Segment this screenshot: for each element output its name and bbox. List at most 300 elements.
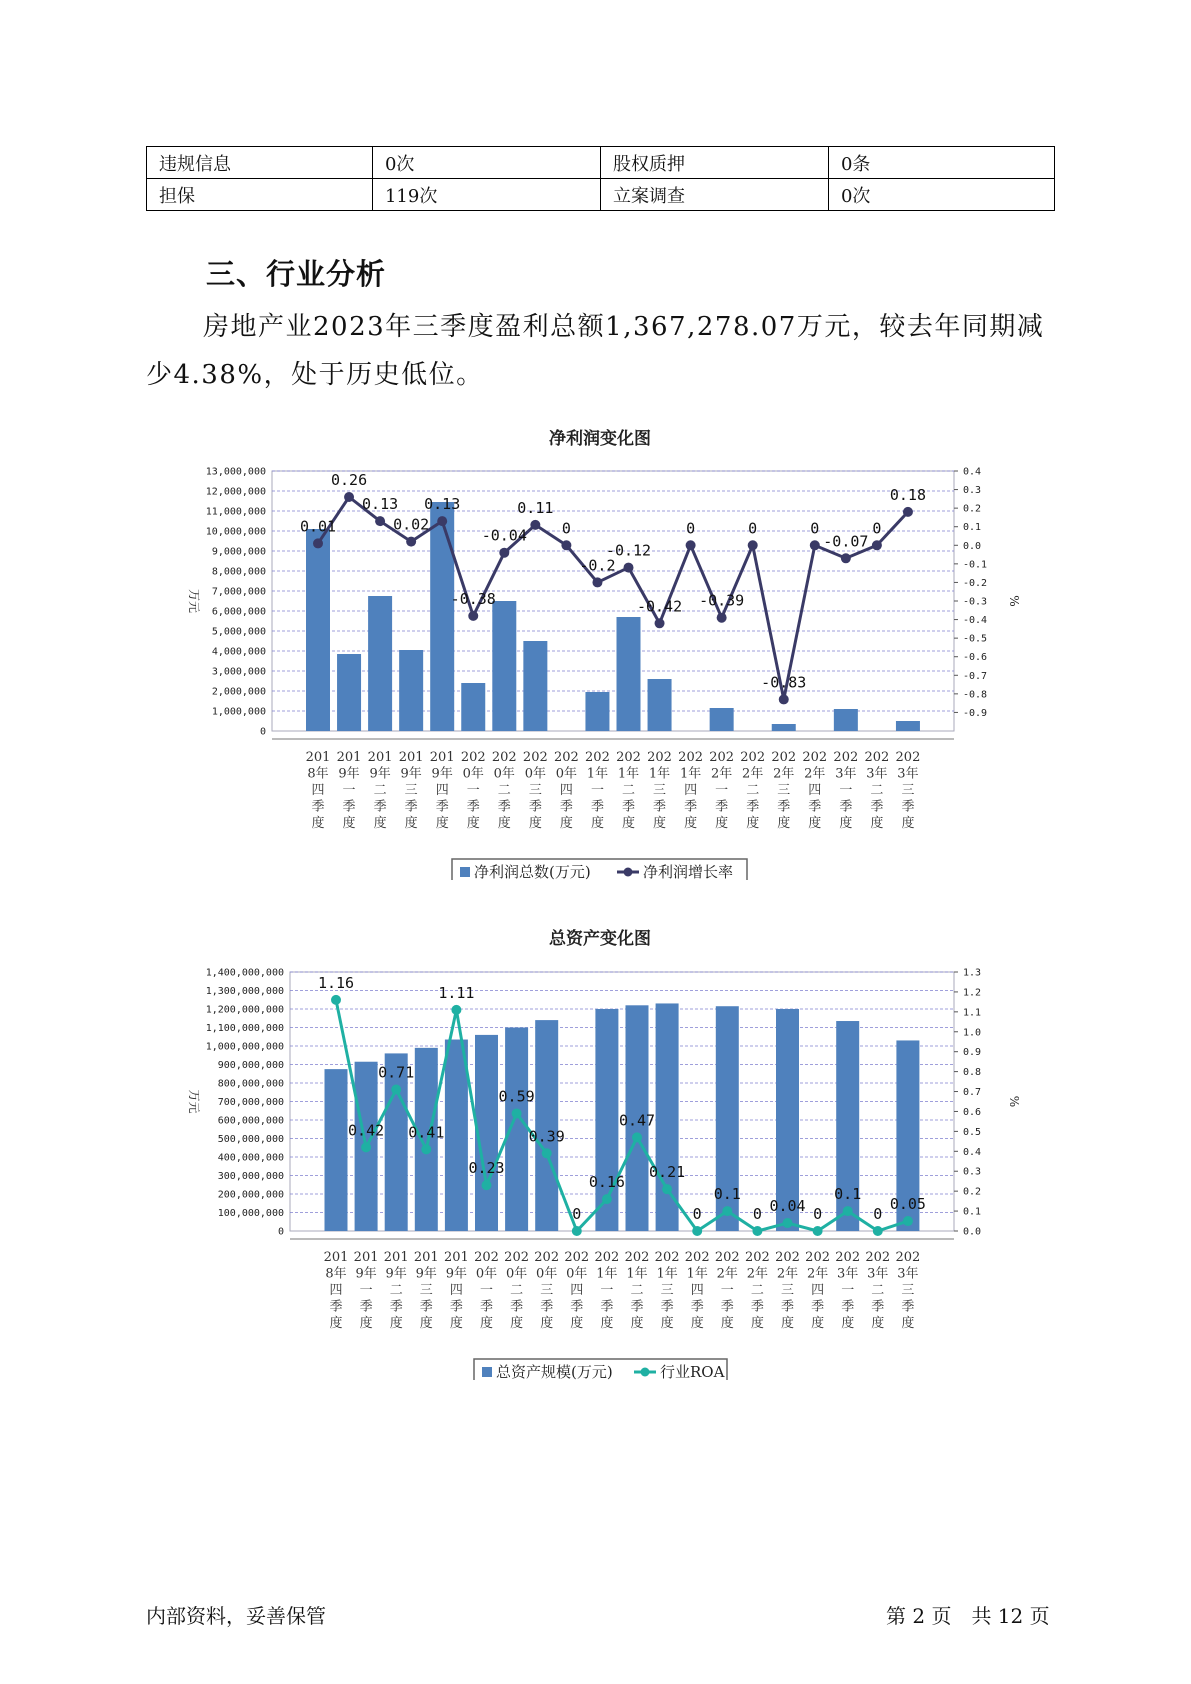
y-tick-label: 9,000,000 bbox=[211, 546, 266, 558]
x-tick-label: 9年 bbox=[355, 1266, 377, 1282]
y2-axis-label: % bbox=[1007, 1095, 1021, 1108]
data-label: 0.41 bbox=[408, 1123, 445, 1142]
line-point bbox=[841, 553, 851, 563]
y2-tick-label: 0.2 bbox=[963, 503, 982, 515]
line-point bbox=[602, 1194, 612, 1204]
x-tick-label: 3年 bbox=[897, 766, 919, 782]
x-tick-label: 一 bbox=[839, 783, 853, 798]
x-tick-label: 202 bbox=[802, 750, 828, 765]
footer-confidential: 内部资料，妥善保管 bbox=[146, 1604, 326, 1628]
x-tick-label: 9年 bbox=[385, 1266, 407, 1282]
data-label: 0.71 bbox=[378, 1063, 415, 1082]
line-point bbox=[512, 1108, 522, 1118]
line-point bbox=[406, 537, 416, 547]
legend-line-marker bbox=[641, 1368, 650, 1377]
x-tick-label: 四 bbox=[684, 783, 698, 798]
x-tick-label: 202 bbox=[624, 1250, 650, 1265]
x-tick-label: 四 bbox=[570, 1283, 584, 1298]
bar bbox=[648, 679, 672, 731]
data-label: 0 bbox=[810, 519, 820, 538]
x-tick-label: 季 bbox=[746, 799, 760, 815]
x-tick-label: 202 bbox=[564, 1250, 590, 1265]
line-point bbox=[686, 540, 696, 550]
line-point bbox=[451, 1005, 461, 1015]
x-tick-label: 1年 bbox=[596, 1266, 618, 1282]
x-tick-label: 202 bbox=[805, 1250, 831, 1265]
x-tick-label: 季 bbox=[839, 799, 853, 815]
x-tick-label: 201 bbox=[429, 750, 455, 765]
x-tick-label: 季 bbox=[510, 1299, 524, 1315]
y-tick-label: 200,000,000 bbox=[217, 1189, 284, 1201]
chart-title: 净利润变化图 bbox=[549, 429, 651, 449]
total-assets-chart bbox=[0, 920, 1191, 1380]
x-tick-label: 202 bbox=[865, 1250, 891, 1265]
y2-tick-label: -0.3 bbox=[963, 596, 988, 608]
data-label: 0 bbox=[872, 519, 882, 538]
bar bbox=[710, 708, 734, 731]
x-tick-label: 季 bbox=[329, 1299, 343, 1315]
x-tick-label: 202 bbox=[709, 750, 735, 765]
x-tick-label: 9年 bbox=[431, 766, 453, 782]
x-tick-label: 度 bbox=[653, 816, 667, 831]
x-tick-label: 季 bbox=[630, 1299, 644, 1315]
x-tick-label: 202 bbox=[504, 1250, 530, 1265]
bar bbox=[399, 650, 423, 731]
x-tick-label: 1年 bbox=[648, 766, 671, 782]
y2-tick-label: -0.5 bbox=[963, 633, 988, 645]
line-point bbox=[313, 538, 323, 548]
data-label: 0.18 bbox=[889, 485, 927, 504]
x-tick-label: 202 bbox=[522, 750, 548, 765]
x-tick-label: 季 bbox=[311, 799, 325, 815]
x-tick-label: 0年 bbox=[555, 766, 578, 782]
x-tick-label: 度 bbox=[590, 816, 604, 831]
x-tick-label: 季 bbox=[342, 799, 356, 815]
bar bbox=[523, 641, 547, 731]
y-tick-label: 7,000,000 bbox=[211, 586, 266, 598]
legend-line-label: 净利润增长率 bbox=[643, 863, 734, 880]
x-tick-label: 三 bbox=[901, 1283, 915, 1298]
line-point bbox=[752, 1226, 762, 1236]
data-label: 0.01 bbox=[299, 517, 337, 536]
y-tick-label: 1,300,000,000 bbox=[205, 986, 284, 997]
x-tick-label: 季 bbox=[419, 1299, 433, 1315]
x-tick-label: 0年 bbox=[524, 766, 546, 782]
x-tick-label: 2年 bbox=[716, 1266, 738, 1282]
x-tick-label: 1年 bbox=[586, 766, 609, 782]
x-tick-label: 201 bbox=[398, 750, 424, 765]
x-tick-label: 四 bbox=[435, 783, 449, 798]
legend-bar-swatch bbox=[482, 1367, 492, 1377]
x-tick-label: 1年 bbox=[686, 1266, 708, 1282]
x-tick-label: 度 bbox=[540, 1316, 554, 1331]
x-tick-label: 度 bbox=[811, 1316, 825, 1331]
x-tick-label: 季 bbox=[780, 1299, 795, 1315]
x-tick-label: 2年 bbox=[746, 1266, 769, 1282]
x-tick-label: 201 bbox=[367, 750, 393, 765]
bar bbox=[445, 1040, 468, 1231]
x-tick-label: 3年 bbox=[897, 1266, 919, 1282]
x-tick-label: 度 bbox=[600, 1316, 614, 1331]
line-point bbox=[872, 540, 882, 550]
x-tick-label: 202 bbox=[616, 750, 641, 765]
x-tick-label: 度 bbox=[359, 1316, 373, 1331]
y-tick-label: 6,000,000 bbox=[211, 606, 266, 618]
x-tick-label: 度 bbox=[780, 1316, 795, 1331]
bar bbox=[656, 1003, 679, 1231]
x-tick-label: 二 bbox=[497, 783, 511, 798]
y2-tick-label: 1.3 bbox=[963, 967, 982, 979]
data-label: 0.1 bbox=[834, 1185, 862, 1204]
x-tick-label: 一 bbox=[479, 1283, 494, 1298]
y2-tick-label: 0.5 bbox=[963, 1126, 982, 1138]
line-point bbox=[748, 540, 758, 550]
x-tick-label: 度 bbox=[690, 1316, 704, 1331]
x-tick-label: 2年 bbox=[773, 766, 795, 782]
y-tick-label: 11,000,000 bbox=[205, 506, 266, 518]
data-label: 0.13 bbox=[424, 495, 461, 514]
data-label: -0.38 bbox=[450, 589, 496, 608]
x-tick-label: 三 bbox=[540, 1283, 554, 1298]
x-tick-label: 1年 bbox=[656, 1266, 678, 1282]
x-tick-label: 202 bbox=[740, 750, 766, 765]
x-tick-label: 二 bbox=[870, 783, 884, 798]
x-tick-label: 季 bbox=[808, 799, 822, 815]
y-tick-label: 400,000,000 bbox=[217, 1152, 284, 1164]
x-tick-label: 度 bbox=[750, 1316, 764, 1331]
y2-tick-label: 1.1 bbox=[963, 1007, 982, 1019]
y2-tick-label: 1.2 bbox=[963, 987, 982, 999]
y-axis-label: 万元 bbox=[187, 588, 201, 614]
x-tick-label: 季 bbox=[466, 799, 480, 815]
x-tick-label: 202 bbox=[678, 750, 704, 765]
x-tick-label: 201 bbox=[336, 750, 362, 765]
x-tick-label: 度 bbox=[839, 816, 853, 831]
table-cell: 0次 bbox=[372, 147, 600, 179]
x-tick-label: 一 bbox=[359, 1283, 373, 1298]
bar bbox=[834, 709, 858, 731]
line-point bbox=[530, 520, 540, 530]
y2-tick-label: 1.0 bbox=[963, 1027, 982, 1039]
x-tick-label: 2年 bbox=[804, 766, 826, 782]
table-row bbox=[147, 147, 1055, 179]
x-tick-label: 度 bbox=[777, 816, 791, 831]
x-tick-label: 季 bbox=[570, 1299, 584, 1315]
bar bbox=[772, 724, 796, 731]
data-label: 0.05 bbox=[889, 1195, 926, 1214]
x-tick-label: 季 bbox=[841, 1299, 855, 1315]
x-tick-label: 度 bbox=[720, 1316, 734, 1331]
x-tick-label: 度 bbox=[404, 816, 418, 831]
line-point bbox=[375, 516, 385, 526]
data-label: 1.11 bbox=[438, 983, 475, 1002]
x-tick-label: 0年 bbox=[475, 1266, 498, 1282]
x-tick-label: 季 bbox=[811, 1299, 825, 1315]
x-tick-label: 季 bbox=[449, 1299, 463, 1315]
x-tick-label: 202 bbox=[895, 1250, 921, 1265]
x-tick-label: 季 bbox=[389, 1299, 403, 1315]
x-tick-label: 度 bbox=[435, 816, 449, 831]
legend-bar-label: 净利润总数(万元) bbox=[474, 863, 591, 880]
x-tick-label: 度 bbox=[870, 816, 884, 831]
x-tick-label: 度 bbox=[684, 816, 698, 831]
x-tick-label: 一 bbox=[715, 783, 729, 798]
x-tick-label: 四 bbox=[311, 783, 325, 798]
x-tick-label: 202 bbox=[895, 750, 921, 765]
y-tick-label: 13,000,000 bbox=[205, 466, 266, 478]
bar bbox=[306, 529, 330, 731]
x-tick-label: 度 bbox=[901, 816, 915, 831]
line-point bbox=[592, 577, 602, 587]
y-tick-label: 1,400,000,000 bbox=[205, 967, 284, 979]
data-label: -0.42 bbox=[636, 597, 683, 616]
line-point bbox=[717, 613, 727, 623]
x-tick-label: 季 bbox=[720, 1299, 734, 1315]
x-tick-label: 四 bbox=[811, 1283, 825, 1298]
y-tick-label: 800,000,000 bbox=[217, 1078, 284, 1090]
x-tick-label: 二 bbox=[630, 1283, 644, 1298]
bar bbox=[896, 721, 920, 731]
x-tick-label: 季 bbox=[871, 1299, 885, 1315]
y-tick-label: 4,000,000 bbox=[211, 646, 266, 658]
x-tick-label: 度 bbox=[746, 816, 760, 831]
x-tick-label: 四 bbox=[808, 783, 822, 798]
x-tick-label: 一 bbox=[342, 783, 356, 798]
x-tick-label: 0年 bbox=[566, 1266, 588, 1282]
x-tick-label: 三 bbox=[419, 1283, 433, 1298]
x-tick-label: 202 bbox=[835, 1250, 861, 1265]
data-label: 0.21 bbox=[649, 1163, 686, 1182]
x-tick-label: 201 bbox=[443, 1250, 469, 1265]
y-tick-label: 2,000,000 bbox=[211, 686, 266, 698]
x-tick-label: 度 bbox=[449, 1316, 463, 1331]
data-label: 0 bbox=[748, 519, 758, 538]
table-cell: 股权质押 bbox=[600, 147, 828, 179]
x-tick-label: 三 bbox=[653, 783, 667, 798]
x-tick-label: 度 bbox=[808, 816, 822, 831]
line-point bbox=[843, 1206, 853, 1216]
line-point bbox=[873, 1226, 883, 1236]
x-tick-label: 3年 bbox=[837, 1266, 859, 1282]
y-tick-label: 12,000,000 bbox=[205, 486, 266, 498]
y2-tick-label: 0.3 bbox=[963, 1166, 982, 1178]
y2-tick-label: 0.8 bbox=[963, 1067, 982, 1079]
data-label: -0.04 bbox=[481, 526, 527, 545]
y2-axis-label: % bbox=[1007, 595, 1021, 607]
line-point bbox=[437, 516, 447, 526]
x-tick-label: 季 bbox=[750, 1299, 764, 1315]
x-tick-label: 二 bbox=[871, 1283, 885, 1298]
line-point bbox=[344, 492, 354, 502]
x-tick-label: 三 bbox=[660, 1283, 674, 1298]
data-label: 0.04 bbox=[769, 1197, 806, 1216]
x-tick-label: 季 bbox=[435, 799, 449, 815]
y-tick-label: 300,000,000 bbox=[217, 1171, 284, 1182]
y-tick-label: 500,000,000 bbox=[217, 1134, 284, 1145]
x-tick-label: 度 bbox=[841, 1316, 855, 1331]
x-tick-label: 二 bbox=[510, 1283, 524, 1298]
line-point bbox=[722, 1206, 732, 1216]
x-tick-label: 季 bbox=[479, 1299, 494, 1315]
line-point bbox=[482, 1180, 492, 1190]
x-tick-label: 202 bbox=[491, 750, 517, 765]
x-tick-label: 202 bbox=[714, 1250, 740, 1265]
x-tick-label: 度 bbox=[329, 1316, 343, 1331]
y2-tick-label: -0.1 bbox=[963, 559, 988, 571]
y-axis-label: 万元 bbox=[187, 1089, 201, 1114]
legend-bar-swatch bbox=[460, 867, 470, 877]
x-tick-label: 季 bbox=[660, 1299, 674, 1315]
x-tick-label: 度 bbox=[311, 816, 325, 831]
x-tick-label: 9年 bbox=[400, 766, 422, 782]
bar bbox=[430, 502, 454, 731]
y2-tick-label: 0.0 bbox=[963, 1226, 982, 1238]
line-point bbox=[692, 1226, 702, 1236]
data-label: -0.39 bbox=[699, 591, 745, 610]
data-label: 0 bbox=[813, 1205, 823, 1223]
line-point bbox=[391, 1085, 401, 1095]
line-point bbox=[655, 618, 665, 628]
line-point bbox=[572, 1226, 582, 1236]
line-point bbox=[903, 507, 913, 517]
line-point bbox=[499, 548, 509, 558]
table-cell: 担保 bbox=[147, 179, 373, 211]
data-label: -0.2 bbox=[579, 556, 616, 575]
y2-tick-label: -0.8 bbox=[963, 689, 988, 701]
x-tick-label: 度 bbox=[389, 1316, 403, 1331]
data-label: 0.02 bbox=[393, 515, 430, 534]
data-label: 0.11 bbox=[517, 498, 554, 517]
x-tick-label: 202 bbox=[864, 750, 890, 765]
x-tick-label: 度 bbox=[497, 816, 511, 831]
y2-tick-label: -0.4 bbox=[963, 615, 988, 627]
x-tick-label: 四 bbox=[559, 783, 573, 798]
x-tick-label: 202 bbox=[594, 1250, 620, 1265]
x-tick-label: 四 bbox=[690, 1283, 704, 1298]
y-tick-label: 700,000,000 bbox=[217, 1097, 284, 1108]
x-tick-label: 3年 bbox=[835, 766, 857, 782]
y-tick-label: 1,000,000 bbox=[211, 706, 266, 718]
x-tick-label: 季 bbox=[715, 799, 729, 815]
x-tick-label: 三 bbox=[780, 1283, 795, 1298]
x-tick-label: 201 bbox=[353, 1250, 379, 1265]
x-tick-label: 度 bbox=[419, 1316, 433, 1331]
y-tick-label: 100,000,000 bbox=[217, 1208, 284, 1219]
x-tick-label: 0年 bbox=[536, 1266, 558, 1282]
x-tick-label: 9年 bbox=[369, 766, 391, 782]
x-tick-label: 一 bbox=[720, 1283, 734, 1298]
data-label: 0.26 bbox=[330, 471, 368, 489]
x-tick-label: 2年 bbox=[776, 1266, 799, 1282]
y2-tick-label: 0.4 bbox=[963, 466, 982, 478]
x-tick-label: 二 bbox=[750, 1283, 764, 1298]
y2-tick-label: 0.2 bbox=[963, 1186, 982, 1198]
y2-tick-label: 0.4 bbox=[963, 1146, 982, 1158]
x-tick-label: 度 bbox=[901, 1316, 915, 1331]
table-row bbox=[147, 179, 1055, 211]
y2-tick-label: -0.9 bbox=[963, 707, 988, 719]
data-label: 0.47 bbox=[618, 1111, 656, 1130]
line-point bbox=[468, 611, 478, 621]
x-tick-label: 季 bbox=[600, 1299, 614, 1315]
y-tick-label: 3,000,000 bbox=[211, 666, 266, 678]
y-tick-label: 0 bbox=[277, 1226, 284, 1238]
x-tick-label: 0年 bbox=[505, 1266, 528, 1282]
x-tick-label: 度 bbox=[466, 816, 480, 831]
x-tick-label: 季 bbox=[559, 799, 573, 815]
bar bbox=[585, 692, 609, 731]
data-label: 0 bbox=[692, 1205, 702, 1223]
data-label: 0.1 bbox=[713, 1185, 741, 1204]
data-label: 0 bbox=[561, 519, 571, 538]
x-tick-label: 202 bbox=[771, 750, 797, 765]
x-tick-label: 度 bbox=[528, 816, 542, 831]
footer-page-number: 第 2 页 共 12 页 bbox=[886, 1604, 1050, 1628]
x-tick-label: 0年 bbox=[462, 766, 484, 782]
x-tick-label: 季 bbox=[653, 799, 667, 815]
y2-tick-label: -0.2 bbox=[963, 577, 988, 589]
y2-tick-label: 0.3 bbox=[963, 485, 982, 497]
x-tick-label: 季 bbox=[621, 799, 636, 815]
x-tick-label: 202 bbox=[744, 1250, 770, 1265]
x-tick-label: 季 bbox=[777, 799, 791, 815]
net-profit-chart bbox=[0, 420, 1191, 880]
section-title: 三、行业分析 bbox=[206, 257, 387, 291]
data-label: 0.59 bbox=[498, 1087, 535, 1106]
data-label: -0.83 bbox=[761, 673, 807, 692]
y2-tick-label: 0.1 bbox=[963, 1206, 982, 1218]
x-tick-label: 201 bbox=[323, 1250, 349, 1265]
bar bbox=[325, 1069, 348, 1231]
line-point bbox=[783, 1218, 793, 1228]
legend-bar-label: 总资产规模(万元) bbox=[496, 1363, 613, 1380]
x-tick-label: 202 bbox=[534, 1250, 560, 1265]
x-tick-label: 202 bbox=[684, 1250, 710, 1265]
data-label: 0 bbox=[572, 1205, 582, 1223]
x-tick-label: 202 bbox=[460, 750, 486, 765]
line-point bbox=[810, 540, 820, 550]
x-tick-label: 8年 bbox=[307, 766, 329, 782]
line-point bbox=[662, 1184, 672, 1194]
x-tick-label: 二 bbox=[621, 783, 636, 798]
data-label: 0 bbox=[873, 1205, 883, 1223]
bar bbox=[461, 683, 485, 731]
x-tick-label: 季 bbox=[540, 1299, 554, 1315]
y-tick-label: 1,000,000,000 bbox=[205, 1041, 284, 1053]
analysis-paragraph: 房地产业2023年三季度盈利总额1,367,278.07万元，较去年同期减少4.38%，处于历史低位。 bbox=[146, 312, 1045, 390]
table-cell: 119次 bbox=[372, 179, 600, 211]
x-tick-label: 三 bbox=[901, 783, 915, 798]
bar bbox=[337, 654, 361, 731]
y2-tick-label: 0.6 bbox=[963, 1106, 982, 1118]
y-tick-label: 5,000,000 bbox=[211, 626, 266, 638]
x-tick-label: 201 bbox=[383, 1250, 409, 1265]
x-tick-label: 202 bbox=[654, 1250, 680, 1265]
legend-line-marker bbox=[624, 868, 633, 877]
y-tick-label: 1,100,000,000 bbox=[205, 1023, 284, 1034]
x-tick-label: 季 bbox=[497, 799, 511, 815]
line-point bbox=[903, 1216, 913, 1226]
x-tick-label: 201 bbox=[305, 750, 331, 765]
y-tick-label: 1,200,000,000 bbox=[205, 1004, 284, 1016]
x-tick-label: 季 bbox=[373, 799, 387, 815]
data-label: -0.12 bbox=[605, 541, 652, 560]
x-tick-label: 0年 bbox=[493, 766, 515, 782]
y2-tick-label: -0.6 bbox=[963, 652, 988, 664]
x-tick-label: 二 bbox=[389, 1283, 403, 1298]
x-tick-label: 9年 bbox=[338, 766, 360, 782]
y-tick-label: 0 bbox=[259, 726, 266, 738]
